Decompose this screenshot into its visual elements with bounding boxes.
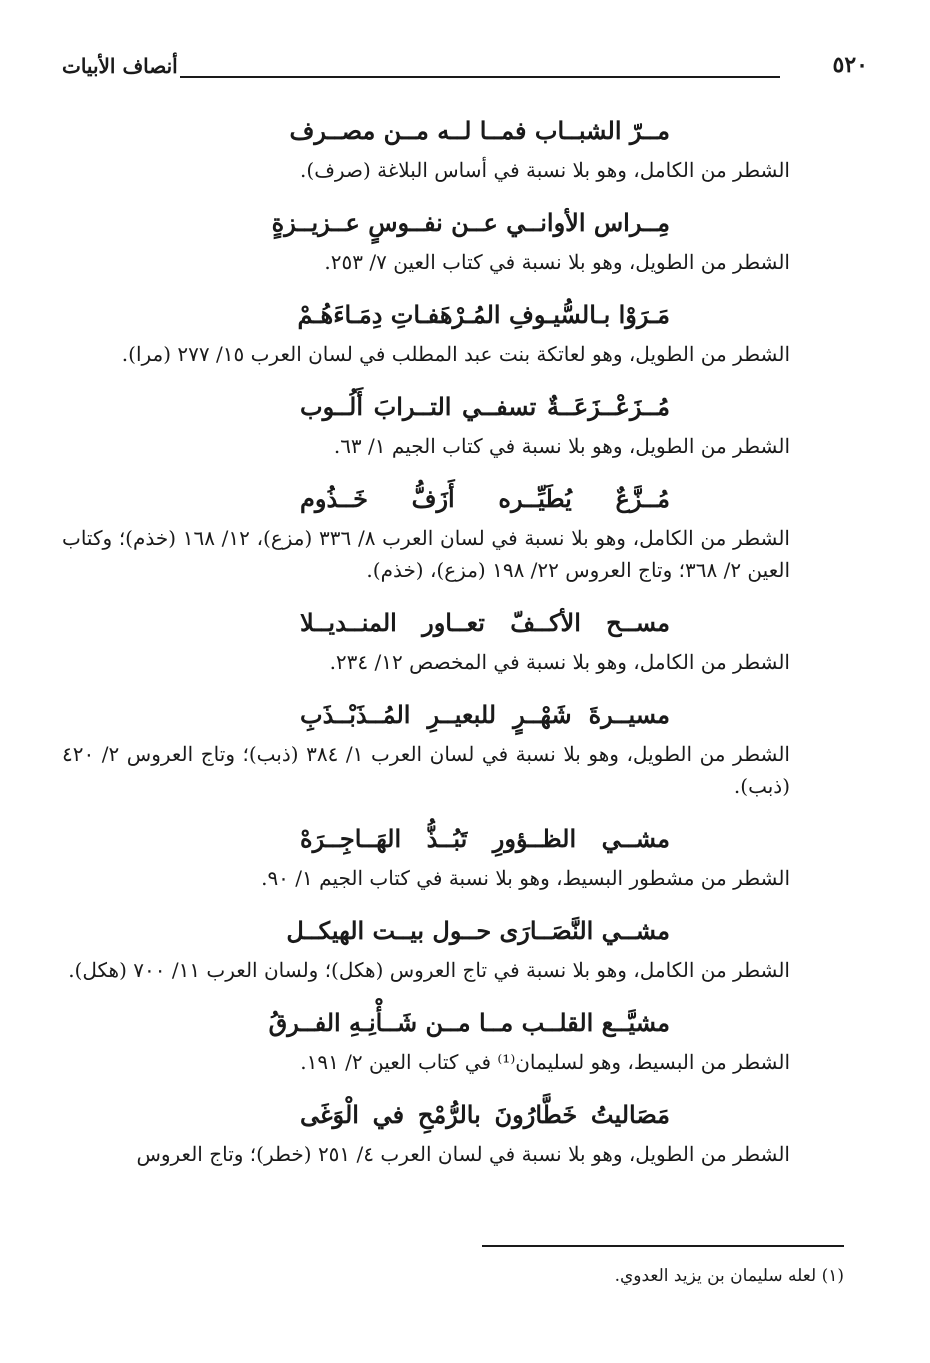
verse: مــرّ الشبــاب فمــا لــه مــن مصــرف xyxy=(289,116,670,145)
verse: مَصَاليتُ خَطَّارُونَ بالرُّمْحِ في الْوَغَى xyxy=(300,1100,670,1129)
entry xyxy=(62,108,790,186)
attribution-note: الشطر من مشطور البسيط، وهو بلا نسبة في كتاب الجيم ١/ ٩٠. xyxy=(261,866,790,890)
entry xyxy=(62,600,790,678)
verse: مِــراس الأوانــي عــن نفــوسٍ عــزيــزةٍ xyxy=(271,208,670,237)
entry xyxy=(62,384,790,462)
entry xyxy=(62,1000,790,1078)
entry xyxy=(62,476,790,586)
running-title: أنصاف الأبيات xyxy=(62,54,178,78)
entry xyxy=(62,1092,790,1170)
verse: مشــي النَّصَــارَى حــول بيــت الهيكــل xyxy=(286,916,670,945)
verse: مســح الأكــفّ تعــاور المنــديــلا xyxy=(300,608,670,637)
entry xyxy=(62,816,790,894)
entry xyxy=(62,200,790,278)
attribution-note: الشطر من الكامل، وهو بلا نسبة في تاج العروس (هكل)؛ ولسان العرب ١١/ ٧٠٠ (هكل). xyxy=(68,958,790,982)
entry xyxy=(62,908,790,986)
attribution-note: الشطر من البسيط، وهو لسليمان⁽¹⁾ في كتاب العين ٢/ ١٩١. xyxy=(300,1050,790,1074)
attribution-note: الشطر من الطويل، وهو بلا نسبة في لسان العرب ١/ ٣٨٤ (ذبب)؛ وتاج العروس ٢/ ٤٢٠ (ذبب). xyxy=(62,742,790,798)
attribution-note: الشطر من الكامل، وهو بلا نسبة في أساس البلاغة (صرف). xyxy=(300,158,790,182)
footnote-rule xyxy=(482,1245,844,1247)
page-number: ٥٢٠ xyxy=(832,52,868,78)
attribution-note: الشطر من الطويل، وهو لعاتكة بنت عبد المطلب في لسان العرب ١٥/ ٢٧٧ (مرا). xyxy=(121,342,790,366)
header-rule xyxy=(180,76,780,78)
verse: مشــي الظــؤورِ تَبُــذُّ الهَــاجِــرَهْ xyxy=(300,824,670,853)
verse: مشيَّــع القلــب مــا مــن شَــأْنِـهِ الفــرقُ xyxy=(268,1008,670,1037)
page-header xyxy=(62,52,868,92)
verse: مَـرَوْا بـالسُّيـوفِ المُـرْهَفـاتِ دِمَـاءَهُـمْ xyxy=(297,300,670,329)
verse: مُــزَّعٌ يُطَيِّــره أَزَفُّ خَــذُوم xyxy=(300,484,670,513)
attribution-note: الشطر من الطويل، وهو بلا نسبة في كتاب الجيم ١/ ٦٣. xyxy=(333,434,790,458)
attribution-note: الشطر من الكامل، وهو بلا نسبة في لسان العرب ٨/ ٣٣٦ (مزع)، ١٢/ ١٦٨ (خذم)؛ وكتاب العين ٢/ ٣٦٨؛ وتاج العروس ٢٢/ ١٩٨ (مزع)، (خذم). xyxy=(62,526,790,582)
verse: مسيــرةَ شَهْــرٍ للبعيــرِ المُــذَبْــذَبِ xyxy=(300,700,670,729)
attribution-note: الشطر من الكامل، وهو بلا نسبة في المخصص ١٢/ ٢٣٤. xyxy=(329,650,790,674)
footnote: (١) لعله سليمان بن يزيد العدوي. xyxy=(614,1266,844,1286)
entries-list xyxy=(62,108,790,1184)
entry xyxy=(62,692,790,802)
entry xyxy=(62,292,790,370)
attribution-note: الشطر من الطويل، وهو بلا نسبة في كتاب العين ٧/ ٢٥٣. xyxy=(324,250,790,274)
attribution-note: الشطر من الطويل، وهو بلا نسبة في لسان العرب ٤/ ٢٥١ (خطر)؛ وتاج العروس xyxy=(136,1142,790,1166)
verse: مُــزَعْــزَعَــةٌ تسفــي التــرابَ أَلُــوب xyxy=(300,392,670,421)
